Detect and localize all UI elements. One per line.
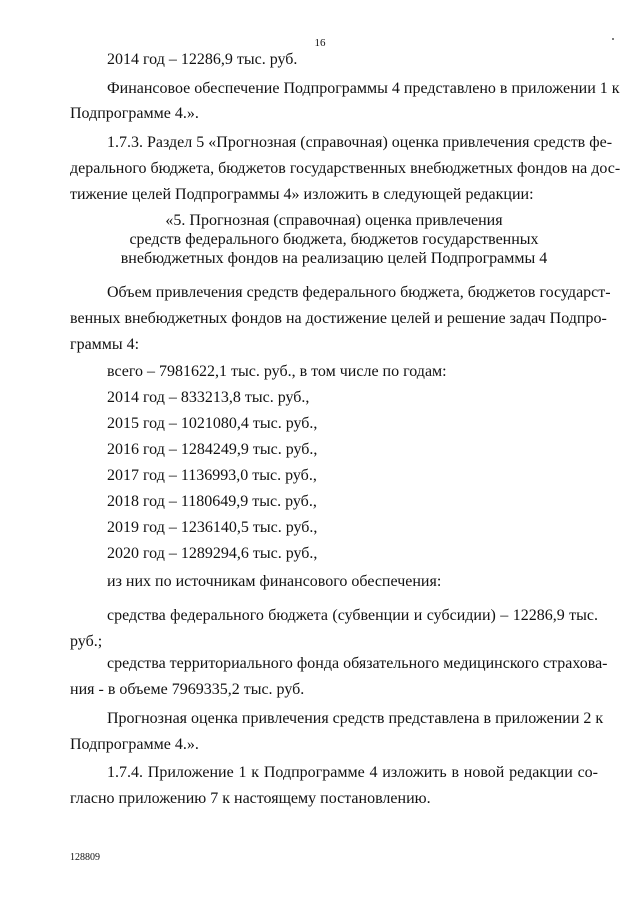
scan-speck	[612, 38, 614, 40]
document-code: 128809	[70, 852, 100, 863]
text-line: Объем привлечения средств федерального бюджета, бюджетов государст-	[107, 284, 611, 301]
section-heading-line: «5. Прогнозная (справочная) оценка привлечения	[165, 212, 503, 229]
text-line: Финансовое обеспечение Подпрограммы 4 представлено в приложении 1 к	[107, 80, 620, 97]
year-line: 2020 год – 1289294,6 тыс. руб.,	[107, 545, 318, 562]
section-heading-line: средств федерального бюджета, бюджетов государственных	[129, 231, 539, 248]
text-line: 1.7.3. Раздел 5 «Прогнозная (справочная) оценка привлечения средств фе-	[107, 134, 613, 151]
text-line: всего – 7981622,1 тыс. руб., в том числе по годам:	[107, 363, 447, 380]
text-line: венных внебюджетных фондов на достижение целей и решение задач Подпро-	[70, 310, 607, 327]
page-number: 16	[314, 37, 326, 49]
text-line: граммы 4:	[70, 336, 140, 353]
text-line: ния - в объеме 7969335,2 тыс. руб.	[70, 681, 305, 698]
year-line: 2019 год – 1236140,5 тыс. руб.,	[107, 519, 318, 536]
section-heading-line: внебюджетных фондов на реализацию целей Подпрограммы 4	[120, 250, 548, 267]
year-line: 2018 год – 1180649,9 тыс. руб.,	[107, 493, 317, 510]
text-line: 2014 год – 12286,9 тыс. руб.	[107, 51, 298, 68]
text-line: Подпрограмме 4.».	[70, 736, 199, 753]
text-line: дерального бюджета, бюджетов государственных внебюджетных фондов на дос-	[70, 160, 621, 177]
year-line: 2014 год – 833213,8 тыс. руб.,	[107, 389, 310, 406]
text-line: тижение целей Подпрограммы 4» изложить в следующей редакции:	[70, 186, 534, 203]
text-line: из них по источникам финансового обеспечения:	[107, 573, 442, 590]
text-line: Прогнозная оценка привлечения средств представлена в приложении 2 к	[107, 710, 604, 727]
year-line: 2015 год – 1021080,4 тыс. руб.,	[107, 415, 318, 432]
year-line: 2017 год – 1136993,0 тыс. руб.,	[107, 467, 317, 484]
text-line: гласно приложению 7 к настоящему постановлению.	[70, 790, 431, 807]
year-line: 2016 год – 1284249,9 тыс. руб.,	[107, 441, 318, 458]
text-line: 1.7.4. Приложение 1 к Подпрограмме 4 изложить в новой редакции со-	[107, 764, 598, 781]
text-line: руб.;	[70, 633, 103, 650]
text-line: средства федерального бюджета (субвенции и субсидии) – 12286,9 тыс.	[107, 607, 598, 624]
text-line: средства территориального фонда обязательного медицинского страхова-	[107, 655, 608, 672]
text-line: Подпрограмме 4.».	[70, 105, 199, 122]
